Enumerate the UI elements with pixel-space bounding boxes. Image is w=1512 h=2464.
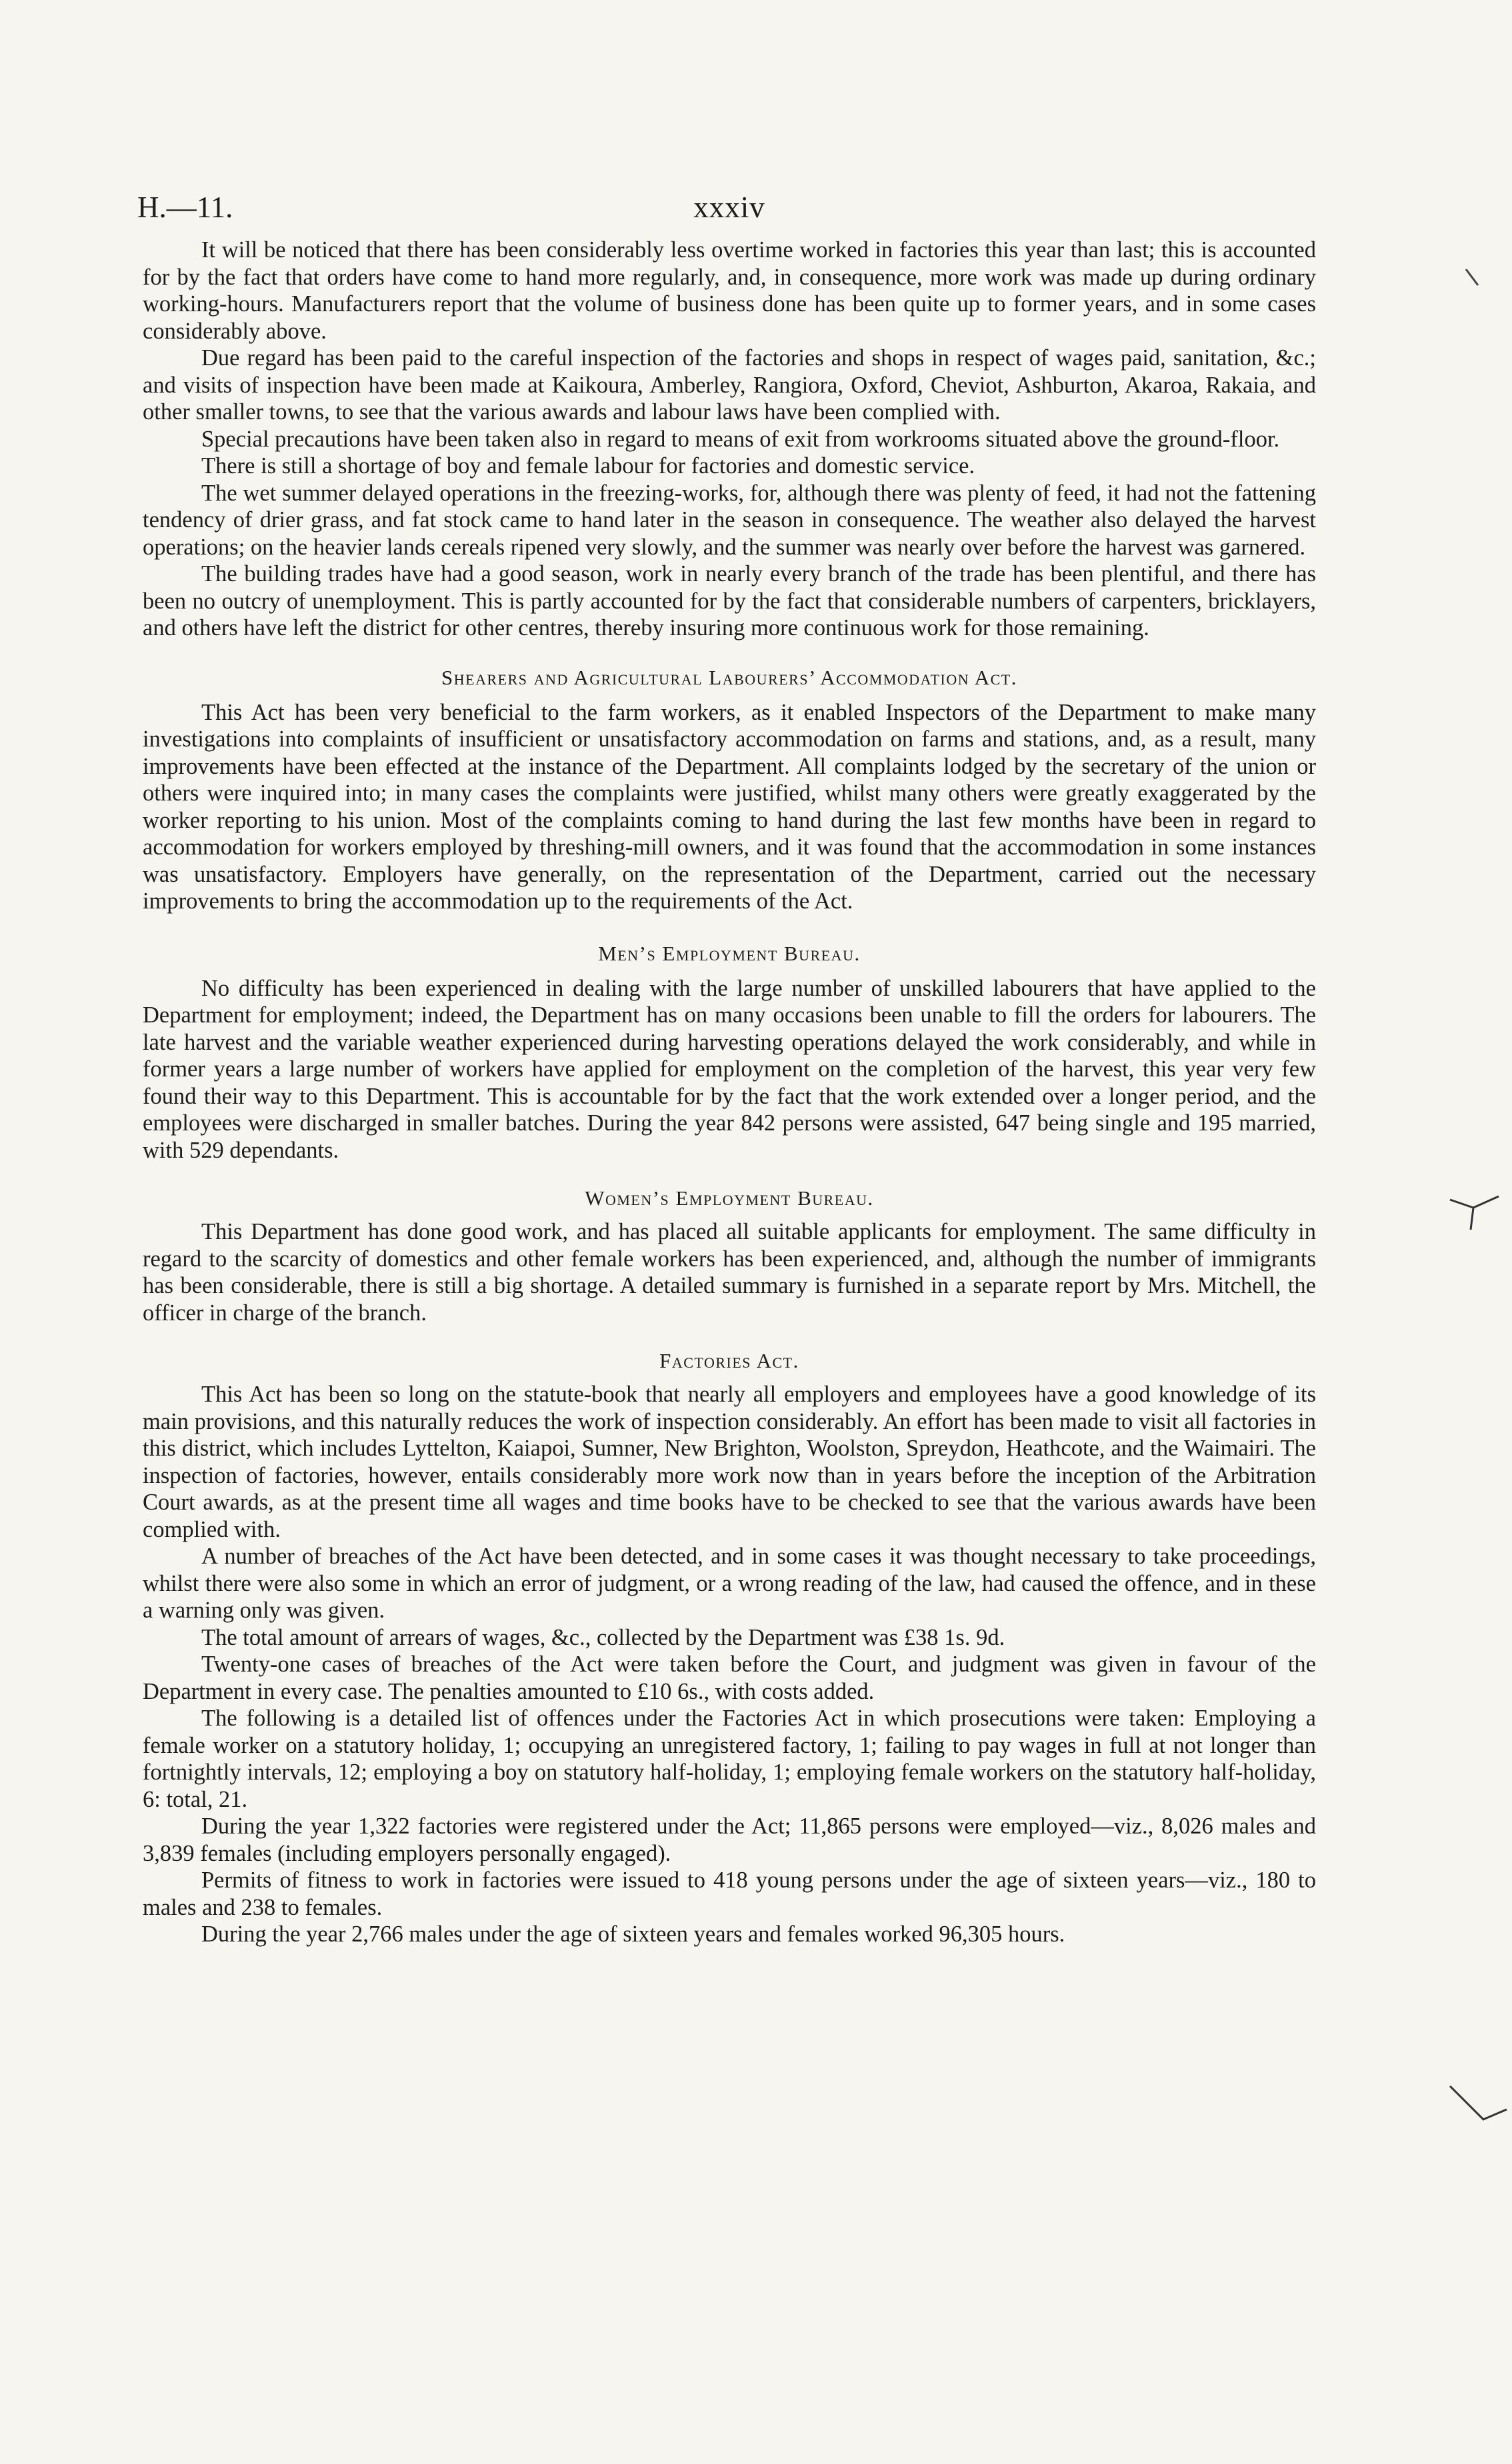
scan-mark-icon [1463, 267, 1483, 293]
paragraph: The wet summer delayed operations in the freezing-works, for, although there was plenty of feed, it had not the fattening tendency of drier grass, and fat stock came to hand later in the season in consequence. The weather also delayed the harvest operations; on the heavier lands cereals ripened very slowly, and the summer was nearly over before the harvest was garnered. [143, 480, 1316, 560]
section-heading-shearers: Shearers and Agricultural Labourers’ Accommodation Act. [441, 665, 1017, 689]
paragraph: Due regard has been paid to the careful inspection of the factories and shops in respect of wages paid, sanitation, &c.; and visits of inspection have been made at Kaikoura, Amberley, Rangiora, Oxford, Cheviot, Ashburton, Akaroa, Rakaia, and other smaller towns, to see that the various awards and labour laws have been complied with. [143, 345, 1316, 425]
paragraph: Twenty-one cases of breaches of the Act were taken before the Court, and judgment was given in favour of the Department in every case. The penalties amounted to £10 6s., with costs added. [143, 1652, 1316, 1704]
paragraph: It will be noticed that there has been considerably less overtime worked in factories this year than last; this is accounted for by the fact that orders have come to hand more regularly, and, in consequence, more work was made up during ordinary working-hours. Manufacturers report that the volume of business done has been quite up to former years, and in some cases considerably above. [143, 237, 1316, 344]
paragraph: No difficulty has been experienced in dealing with the large number of unskilled labourers that have applied to the Department for employment; indeed, the Department has on many occasions been unable to fill the orders for labourers. The late harvest and the variable weather experienced during harvesting operations delayed the work considerably, and while in former years a large number of workers have applied for employment on the completion of the harvest, this year very few found their way to this Department. This is accountable for by the fact that the work extended over a longer period, and the employees were discharged in smaller batches. During the year 842 persons were assisted, 647 being single and 195 married, with 529 dependants. [143, 975, 1316, 1163]
paragraph: This Act has been so long on the statute-book that nearly all employers and employees have a good knowledge of its main provisions, and this naturally reduces the work of inspection considerably. An effort has been made to visit all factories in this district, which includes Lyttelton, Kaiapoi, Sumner, New Brighton, Woolston, Spreydon, Heathcote, and the Waimairi. The inspection of factories, however, entails considerably more work now than in years before the inception of the Arbitration Court awards, as at the present time all wages and time books have to be checked to see that the various awards have been complied with. [143, 1382, 1316, 1542]
paragraph: There is still a shortage of boy and female labour for factories and domestic service. [201, 453, 975, 479]
document-reference: H.—11. [137, 191, 233, 224]
document-page [137, 190, 1316, 1948]
intro-section [143, 237, 1316, 642]
mens-bureau-section [143, 975, 1316, 1164]
paragraph: This Department has done good work, and has placed all suitable applicants for employment. The same difficulty in regard to the scarcity of domestics and other female workers has been experienced, and, although the number of immigrants has been considerable, there is still a big shortage. A detailed summary is furnished in a separate report by Mrs. Mitchell, the officer in charge of the branch. [143, 1219, 1316, 1326]
paragraph: Permits of fitness to work in factories were issued to 418 young persons under the age of sixteen years—viz., 180 to males and 238 to females. [143, 1867, 1316, 1920]
womens-bureau-section [143, 1218, 1316, 1326]
page-number: xxxiv [693, 191, 765, 224]
paragraph: This Act has been very beneficial to the farm workers, as it enabled Inspectors of the Department to make many investigations into complaints of insufficient or unsatisfactory accommodation on farms and stations, and, as a result, many improvements have been effected at the instance of the Department. All complaints lodged by the secretary of the union or others were inquired into; in many cases the complaints were justified, whilst many others were greatly exaggerated by the worker reporting to his union. Most of the complaints coming to hand during the last few months have been in regard to accommodation for workers employed by threshing-mill owners, and it was found that the accommodation in some instances was unsatisfactory. Employers have generally, on the representation of the Department, carried out the necessary improvements to bring the accommodation up to the requirements of the Act. [143, 699, 1316, 914]
paragraph: Special precautions have been taken also in regard to means of exit from workrooms situated above the ground-floor. [201, 426, 1280, 452]
scan-mark-icon [1447, 1193, 1507, 1233]
section-heading-mens-bureau: Men’s Employment Bureau. [598, 941, 861, 965]
page-header [137, 190, 1316, 237]
paragraph: A number of breaches of the Act have been detected, and in some cases it was thought necessary to take proceedings, whilst there were also some in which an error of judgment, or a wrong reading of the law, had caused the offence, and in these a warning only was given. [143, 1544, 1316, 1623]
shearers-section [143, 699, 1316, 915]
paragraph: The building trades have had a good season, work in nearly every branch of the trade has been plentiful, and there has been no outcry of unemployment. This is partly accounted for by the fact that considerable numbers of carpenters, bricklayers, and others have left the district for other centres, thereby insuring more continuous work for those remaining. [143, 561, 1316, 640]
section-heading-factories: Factories Act. [659, 1349, 799, 1372]
paragraph: The total amount of arrears of wages, &c., collected by the Department was £38 1s. 9d. [201, 1624, 1005, 1650]
paragraph: During the year 2,766 males under the age of sixteen years and females worked 96,305 hours. [201, 1921, 1065, 1947]
paragraph: The following is a detailed list of offences under the Factories Act in which prosecutions were taken: Employing a female worker on a statutory holiday, 1; occupying an unregistered factory, 1; failing to pay wages in full at not longer than fortnightly intervals, 12; employing a boy on statutory half-holiday, 1; employing female workers on the statutory half-holiday, 6: total, 21. [143, 1706, 1316, 1812]
paragraph: During the year 1,322 factories were registered under the Act; 11,865 persons were employed—viz., 8,026 males and 3,839 females (including employers personally engaged). [143, 1814, 1316, 1866]
scan-mark-icon [1447, 2079, 1510, 2133]
section-heading-womens-bureau: Women’s Employment Bureau. [585, 1186, 874, 1210]
factories-section [143, 1381, 1316, 1948]
